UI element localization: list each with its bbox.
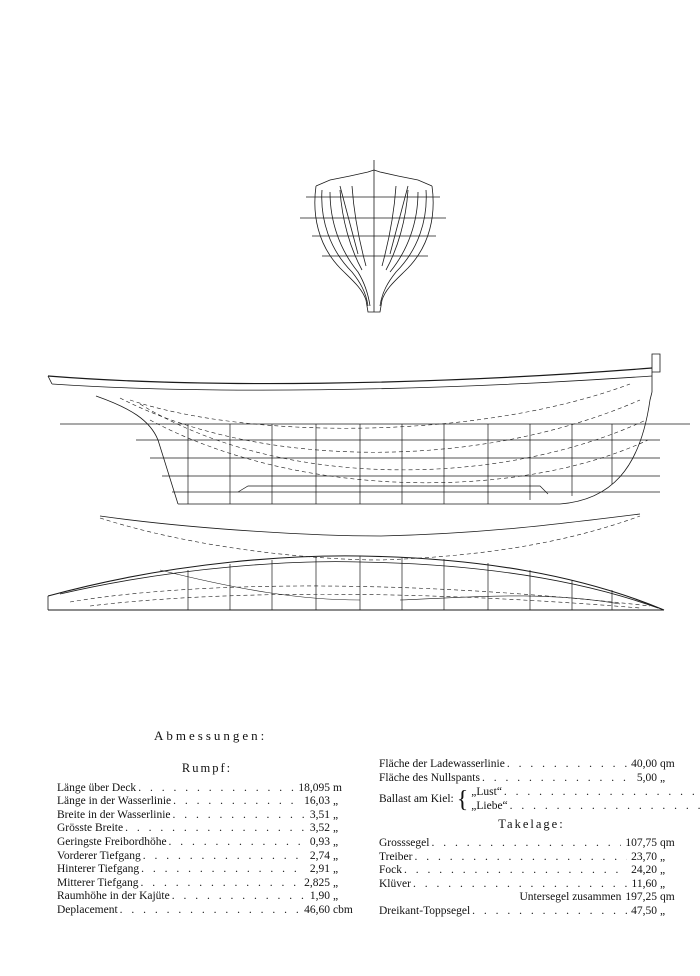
rigging-row: Klüver . . . 11,60 „	[379, 878, 684, 892]
hull-row: Mitterer Tiefgang . . . 2,825 „	[57, 877, 357, 891]
rigging-topsail-row: Dreikant-Toppsegel . . . 47,50 „	[379, 905, 684, 919]
hull-row: Geringste Freibordhöhe . . . 0,93 „	[57, 836, 357, 850]
hull-row: Hinterer Tiefgang . . . 2,91 „	[57, 863, 357, 877]
rigging-row: Fock . . . 24,20 „	[379, 864, 684, 878]
ballast-row: „Liebe“ . . .	[471, 800, 700, 814]
dimensions-heading: Abmessungen:	[154, 728, 268, 743]
area-row: Fläche der Ladewasserlinie . . . 40,00 qm	[379, 758, 684, 772]
hull-row: Deplacement . . . 46,60 cbm	[57, 904, 357, 918]
rig-dimensions	[379, 758, 684, 919]
half-breadth-plan	[48, 514, 664, 610]
rigging-total-row: Untersegel zusammen 197,25 qm	[519, 891, 675, 904]
brace-icon: {	[456, 786, 469, 813]
hull-row: Breite in der Wasserlinie . . . 3,51 „	[57, 809, 357, 823]
hull-title: Rumpf:	[181, 761, 233, 775]
profile-plan	[48, 354, 690, 504]
hull-row: Länge in der Wasserlinie . . . 16,03 „	[57, 795, 357, 809]
hull-row: Vorderer Tiefgang . . . 2,74 „	[57, 850, 357, 864]
hull-dimensions	[57, 762, 357, 918]
ballast-label: Ballast am Kiel:	[379, 792, 454, 805]
area-row: Fläche des Nullspants . . . 5,00 „	[379, 772, 684, 786]
hull-row: Grösste Breite . . . 3,52 „	[57, 822, 357, 836]
rigging-title: Takelage:	[498, 817, 565, 832]
hull-row: Raumhöhe in der Kajüte . . . 1,90 „	[57, 890, 357, 904]
body-plan	[300, 160, 446, 312]
hull-row: Länge über Deck . . . 18,095 m	[57, 782, 357, 796]
rigging-row: Treiber . . . 23,70 „	[379, 851, 684, 865]
ballast-block	[379, 786, 684, 813]
ballast-row: „Lust“ . . .	[471, 786, 700, 800]
rigging-row: Grosssegel . . . 107,75 qm	[379, 837, 684, 851]
